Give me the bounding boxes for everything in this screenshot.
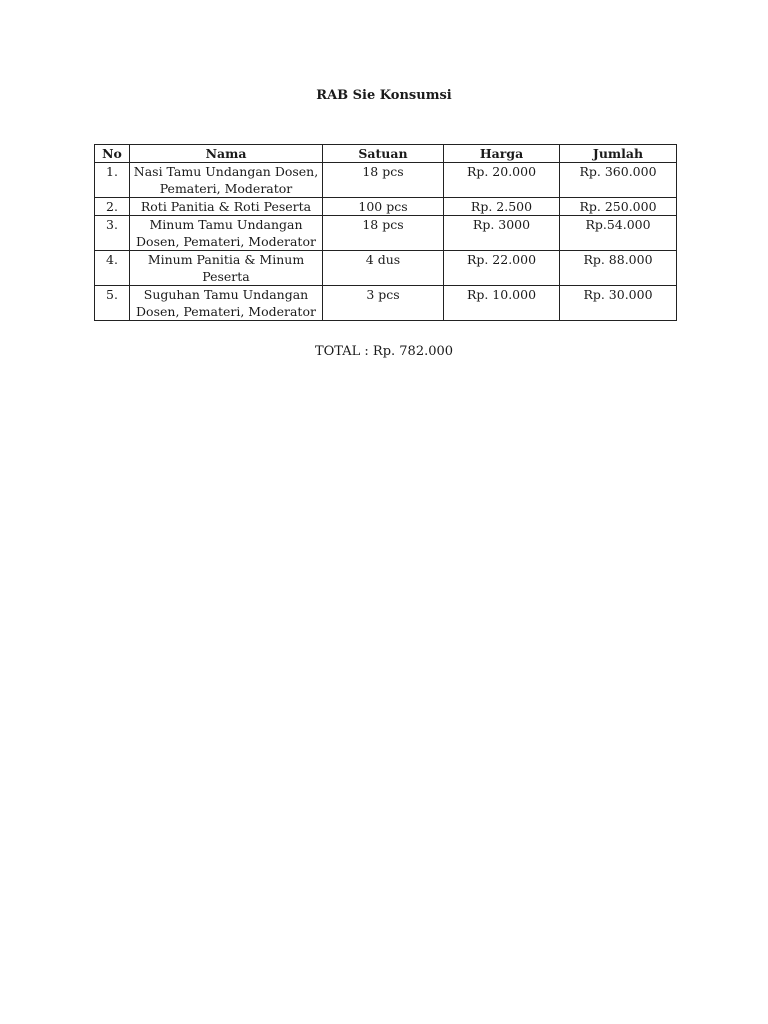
cell-jumlah: Rp. 30.000 — [560, 286, 677, 321]
cell-jumlah: Rp. 88.000 — [560, 251, 677, 286]
cell-nama: Roti Panitia & Roti Peserta — [130, 198, 323, 216]
header-satuan: Satuan — [323, 145, 444, 163]
cell-no: 3. — [95, 216, 130, 251]
header-no: No — [95, 145, 130, 163]
cell-jumlah: Rp. 360.000 — [560, 163, 677, 198]
cell-nama: Nasi Tamu Undangan Dosen, Pemateri, Moderator — [130, 163, 323, 198]
document-title: RAB Sie Konsumsi — [316, 88, 452, 103]
table-row — [95, 163, 677, 198]
cell-harga: Rp. 2.500 — [444, 198, 560, 216]
cell-nama: Minum Tamu Undangan Dosen, Pemateri, Moderator — [130, 216, 323, 251]
cell-no: 1. — [95, 163, 130, 198]
budget-table — [94, 144, 677, 321]
header-nama: Nama — [130, 145, 323, 163]
header-jumlah: Jumlah — [560, 145, 677, 163]
cell-harga: Rp. 3000 — [444, 216, 560, 251]
cell-harga: Rp. 10.000 — [444, 286, 560, 321]
cell-jumlah: Rp.54.000 — [560, 216, 677, 251]
total-amount: TOTAL : Rp. 782.000 — [314, 344, 454, 359]
cell-nama: Minum Panitia & Minum Peserta — [130, 251, 323, 286]
cell-satuan: 4 dus — [323, 251, 444, 286]
cell-nama: Suguhan Tamu Undangan Dosen, Pemateri, Moderator — [130, 286, 323, 321]
cell-satuan: 18 pcs — [323, 163, 444, 198]
table-header-row — [95, 145, 677, 163]
cell-harga: Rp. 20.000 — [444, 163, 560, 198]
cell-satuan: 18 pcs — [323, 216, 444, 251]
table-row — [95, 286, 677, 321]
cell-satuan: 3 pcs — [323, 286, 444, 321]
cell-jumlah: Rp. 250.000 — [560, 198, 677, 216]
cell-satuan: 100 pcs — [323, 198, 444, 216]
table-row — [95, 216, 677, 251]
header-harga: Harga — [444, 145, 560, 163]
cell-no: 4. — [95, 251, 130, 286]
cell-no: 2. — [95, 198, 130, 216]
cell-no: 5. — [95, 286, 130, 321]
table-row — [95, 198, 677, 216]
table-row — [95, 251, 677, 286]
cell-harga: Rp. 22.000 — [444, 251, 560, 286]
